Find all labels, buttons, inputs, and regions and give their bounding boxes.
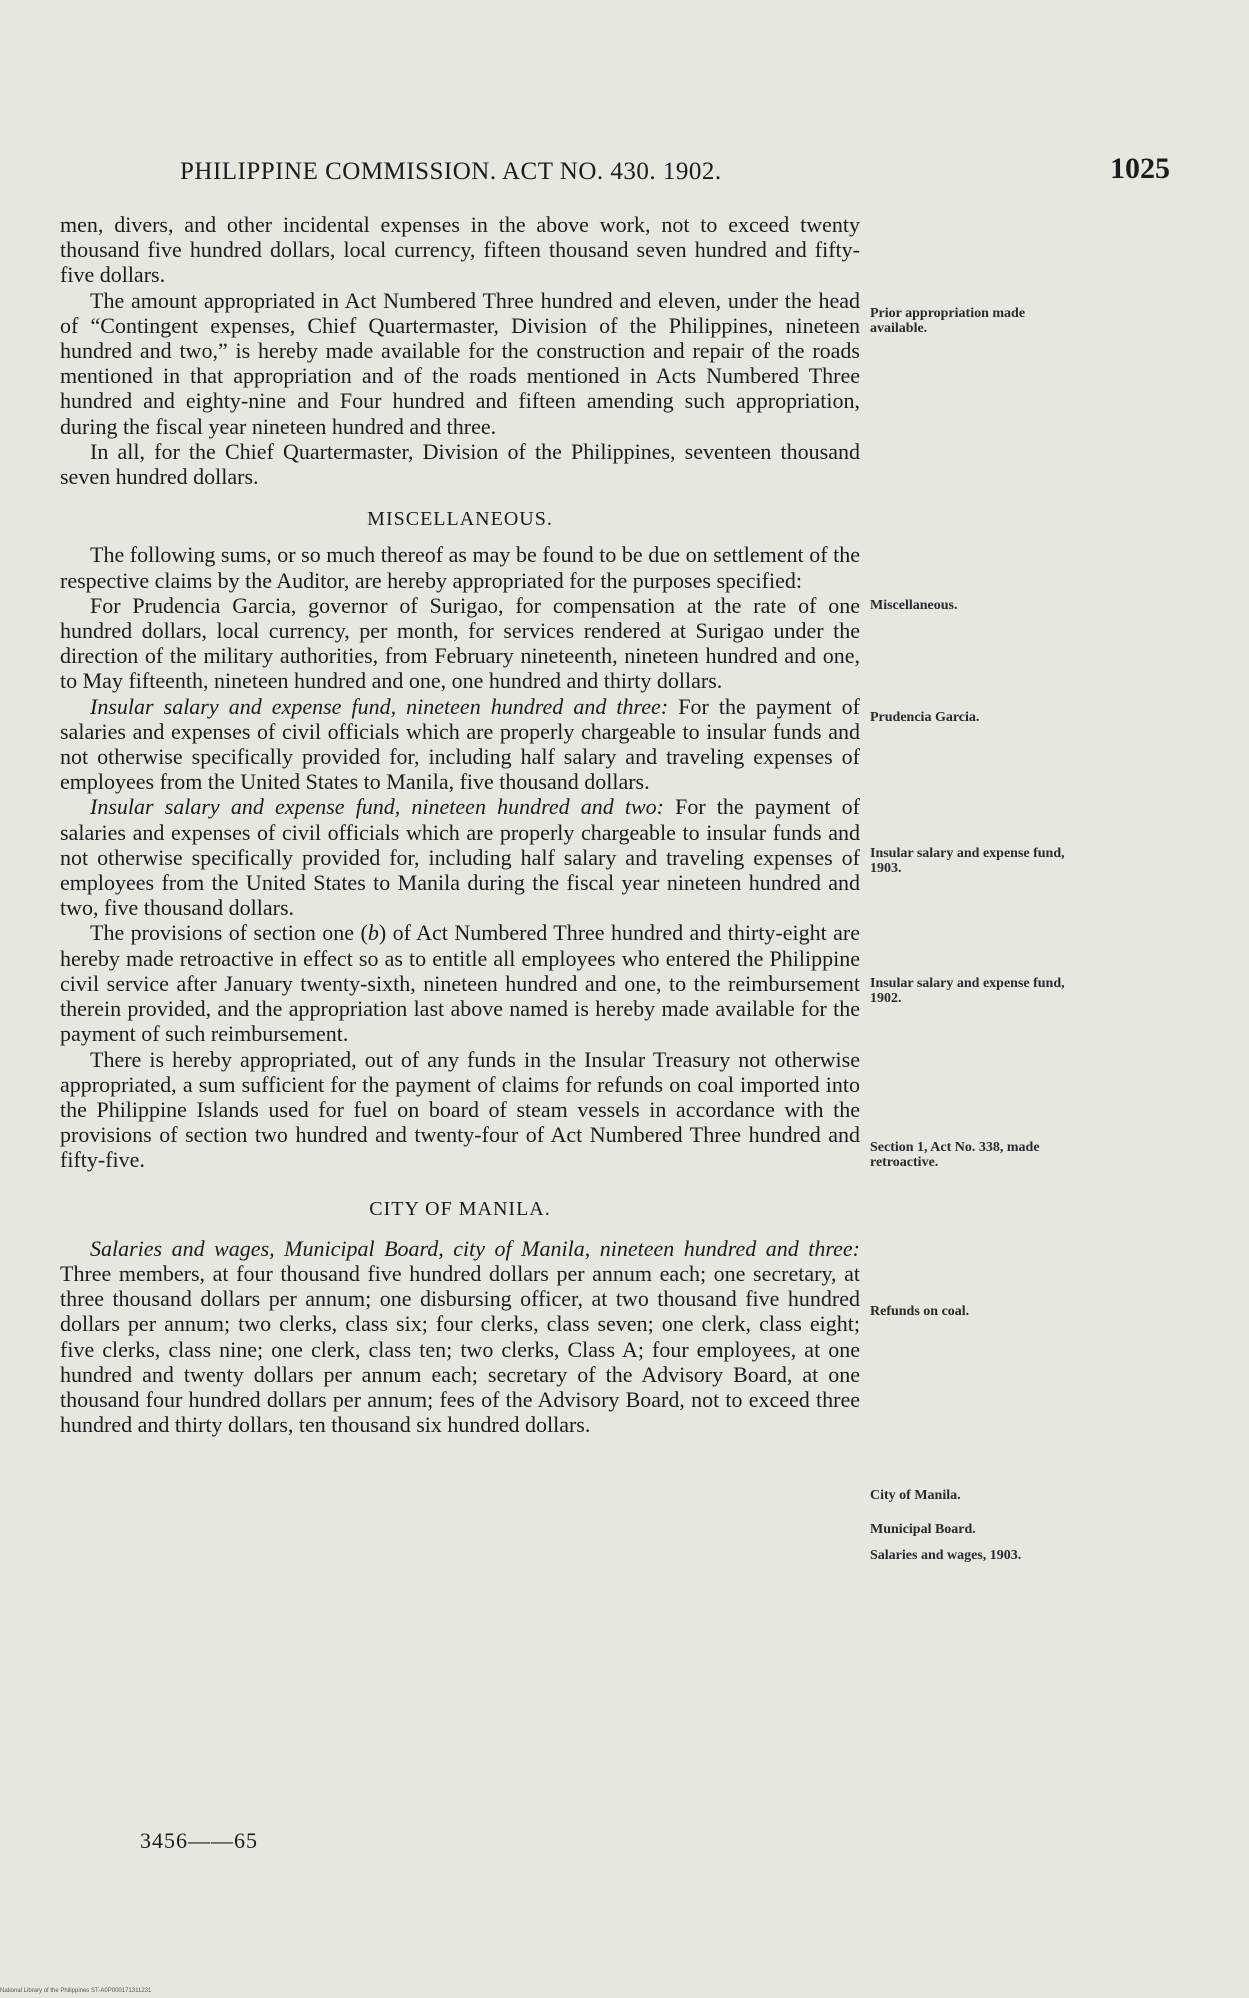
running-head: PHILIPPINE COMMISSION. ACT NO. 430. 1902.: [180, 158, 722, 185]
paragraph-prudencia-garcia: For Prudencia Garcia, governor of Surigao, for compensation at the rate of one hundred dollars, local currency, per month, for services rendered at Surigao under the direction of the military authorities, from February nineteenth, nineteen hundred and one, to May fifteenth, nineteen hundred and one, one hundred and thirty dollars.: [60, 592, 860, 694]
margin-note-prior: Prior appropriation made available.: [870, 306, 1026, 336]
margin-note-board: Municipal Board.: [870, 1522, 976, 1537]
section-one-letter: b: [367, 920, 379, 946]
body-text: [60, 212, 860, 1437]
scan-footer: National Library of the Philippines ST-A0P000171311231: [0, 1988, 152, 1994]
fund-1903-title: Insular salary and expense fund, nineteen hundred and three:: [90, 693, 669, 719]
margin-note-miscellaneous: Miscellaneous.: [870, 598, 958, 613]
fund-1903-text: For the payment of salaries and expenses of civil officials which are properly chargeable to insular funds and not otherwise specifically provided for, including half salary and traveling expenses of employees from the United States to Manila, five thousand dollars.: [60, 693, 860, 795]
section-one-text-c: ) of Act Numbered Three hundred and thirty-eight are hereby made retroactive in effect so as to entitle all employees who entered the Philippine civil service after January twenty-sixth, nineteen hundred and one, to the reimbursement therein provided, and the appropriation last above named is hereby made available for the payment of such reimbursement.: [60, 920, 861, 1047]
fund-1902-text: For the payment of salaries and expenses of civil officials which are properly chargeable to insular funds and not otherwise specifically provided for, including half salary and traveling expenses of employees from the United States to Manila during the fiscal year nineteen hundred and two, five thousand dollars.: [60, 794, 860, 921]
municipal-board-title: Salaries and wages, Municipal Board, city of Manila, nineteen hundred and three:: [90, 1235, 860, 1261]
margin-note-fund-1903: Insular salary and expense fund, 1903.: [870, 846, 1065, 876]
paragraph-fund-1903: [60, 694, 860, 795]
paragraph-municipal-board: [60, 1236, 860, 1438]
printer-signature: 3456——65: [140, 1828, 258, 1853]
margin-note-wages: Salaries and wages, 1903.: [870, 1548, 1022, 1563]
page-header: [180, 152, 1170, 202]
municipal-board-text: Three members, at four thousand five hundred dollars per annum each; one secretary, at three thousand dollars per annum; one disbursing officer, at two thousand five hundred dollars per annum; two clerks, class six; four clerks, class seven; one clerk, class eight; five clerks, class nine; one clerk, class ten; two clerks, Class A; four employees, at one hundred and twenty dollars per annum each; secretary of the Advisory Board, at one thousand four hundred dollars per annum; fees of the Advisory Board, not to exceed three hundred and thirty dollars, ten thousand six hundred dollars.: [60, 1260, 860, 1438]
fund-1902-title: Insular salary and expense fund, nineteen hundred and two:: [90, 794, 664, 820]
paragraph-refunds-coal: There is hereby appropriated, out of any funds in the Insular Treasury not otherwise appropriated, a sum sufficient for the payment of claims for refunds on coal imported into the Philippine Islands used for fuel on board of steam vessels in accordance with the provisions of section two hundred and twenty-four of Act Numbered Three hundred and fifty-five.: [60, 1046, 860, 1173]
paragraph-quartermaster-total: In all, for the Chief Quartermaster, Division of the Philippines, seventeen thousand seven hundred dollars.: [60, 438, 860, 490]
margin-note-section-one: Section 1, Act No. 338, made retroactive.: [870, 1140, 1040, 1170]
margin-note-garcia: Prudencia Garcia.: [870, 710, 980, 725]
margin-note-fund-1902: Insular salary and expense fund, 1902.: [870, 976, 1065, 1006]
margin-note-manila: City of Manila.: [870, 1488, 961, 1503]
paragraph-misc-intro: The following sums, or so much thereof as may be found to be due on settlement of the respective claims by the Auditor, are hereby appropriated for the purposes specified:: [60, 542, 860, 593]
section-heading-miscellaneous: MISCELLANEOUS.: [367, 508, 553, 531]
page-number: 1025: [1110, 152, 1170, 185]
section-heading-city-of-manila: CITY OF MANILA.: [369, 1197, 551, 1220]
margin-note-coal: Refunds on coal.: [870, 1304, 970, 1319]
paragraph-prior-appropriation: The amount appropriated in Act Numbered Three hundred and eleven, under the head of “Contingent expenses, Chief Quartermaster, Division of the Philippines, nineteen hundred and two,” is hereby made available for the construction and repair of the roads mentioned in that appropriation and of the roads mentioned in Acts Numbered Three hundred and eighty-nine and Four hundred and fifteen amending such appropriation, during the fiscal year nineteen hundred and three.: [60, 287, 860, 439]
paragraph-continuation: men, divers, and other incidental expenses in the above work, not to exceed twenty thousand five hundred dollars, local currency, fifteen thousand seven hundred and fifty-five dollars.: [60, 212, 860, 288]
paragraph-section-one: [60, 920, 860, 1046]
section-one-text-a: The provisions of section one (: [90, 920, 368, 946]
paragraph-fund-1902: [60, 794, 860, 920]
